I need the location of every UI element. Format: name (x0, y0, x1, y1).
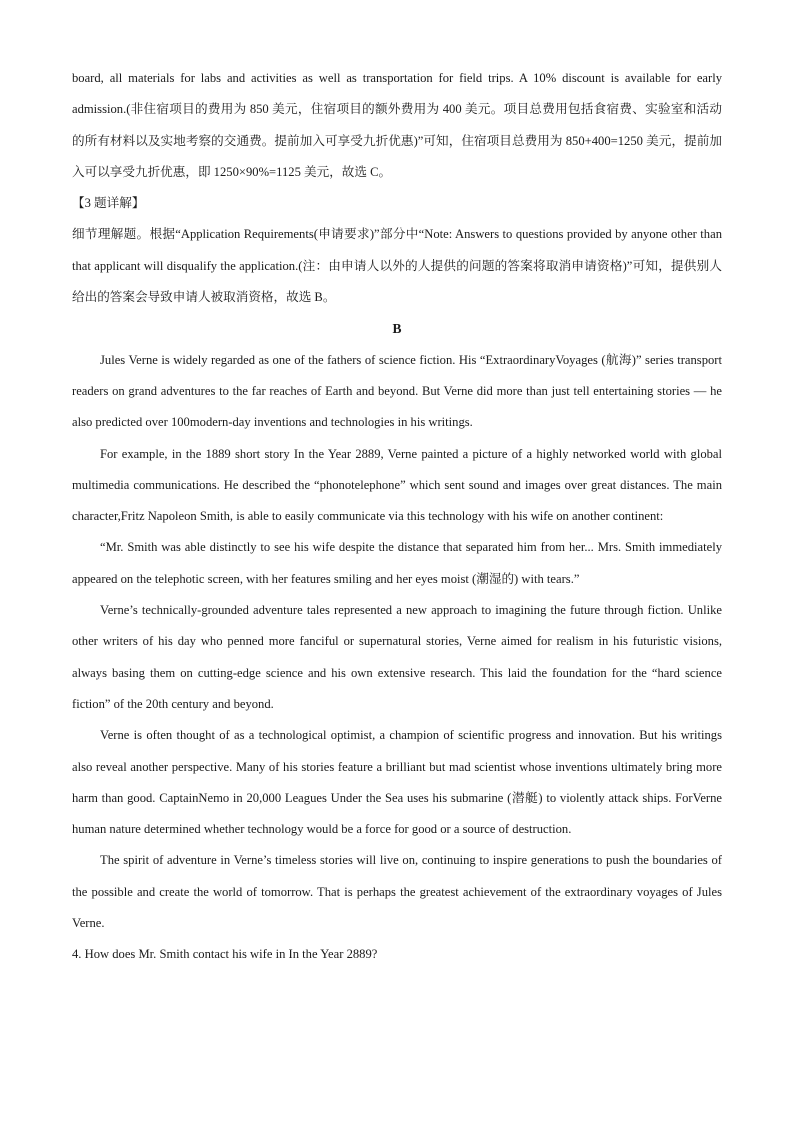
passage-quote: “Mr. Smith was able distinctly to see his wife despite the distance that separated him from her... Mrs. Smith immediately appeared on the telephotic screen, with her features smiling and her eyes moist (潮湿的) with tears.” (72, 540, 722, 586)
document-page (72, 63, 722, 971)
passage-paragraph: Verne’s technically-grounded adventure tales represented a new approach to imagining the future through fiction. Unlike other writers of his day who penned more fanciful or supernatural stories, Verne aimed for realism in his futuristic visions, always basing them on cutting-edge science and his own extensive research. This laid the foundation for the “hard science fiction” of the 20th century and beyond. (72, 603, 722, 711)
answer-analysis-q3: 细节理解题。根据“Application Requirements(申请要求)”部分中“Note: Answers to questions provided by anyone other than that applicant will disqualify the application.(注：由申请人以外的人提供的问题的答案将取消申请资格)”可知，提供别人给出的答案会导致申请人被取消资格，故选 B。 (72, 227, 722, 305)
passage-paragraph: Verne is often thought of as a technological optimist, a champion of scientific progress and innovation. But his writings also reveal another perspective. Many of his stories feature a brilliant but mad scientist whose inventions ultimately bring more harm than good. CaptainNemo in 20,000 Leagues Under the Sea uses his submarine (潜艇) to violently attack ships. ForVerne human nature determined whether technology would be a force for good or a source of destruction. (72, 728, 722, 837)
passage-paragraph: The spirit of adventure in Verne’s timeless stories will live on, continuing to inspire generations to push the boundaries of the possible and create the world of tomorrow. That is perhaps the greatest achievement of the extraordinary voyages of Jules Verne. (72, 853, 722, 931)
q3-heading: 【3 题详解】 (72, 196, 145, 211)
answer-analysis-q2: board, all materials for labs and activities as well as transportation for field trips. A 10% discount is available for early admission.(非住宿项目的费用为 850 美元，住宿项目的额外费用为 400 美元。项目总费用包括食宿费、实验室和活动的所有材料以及实地考察的交通费。提前加入可享受九折优惠)”可知，住宿项目总费用为 850+400=1250 美元，提前加入可以享受九折优惠，即 1250×90%=1125 美元，故选 C。 (72, 71, 722, 179)
passage-paragraph: For example, in the 1889 short story In the Year 2889, Verne painted a picture of a highly networked world with global multimedia communications. He described the “phonotelephone” which sent sound and images over great distances. The main character,Fritz Napoleon Smith, is able to easily communicate via this technology with his wife on another continent: (72, 446, 722, 524)
question-4: 4. How does Mr. Smith contact his wife in In the Year 2889? (72, 947, 378, 962)
passage-title: B (392, 321, 402, 337)
passage-paragraph: Jules Verne is widely regarded as one of the fathers of science fiction. His “ExtraordinaryVoyages (航海)” series transport readers on grand adventures to the far reaches of Earth and beyond. But Verne did more than just tell entertaining stories — he also predicted over 100modern-day inventions and technologies in his writings. (72, 352, 722, 430)
